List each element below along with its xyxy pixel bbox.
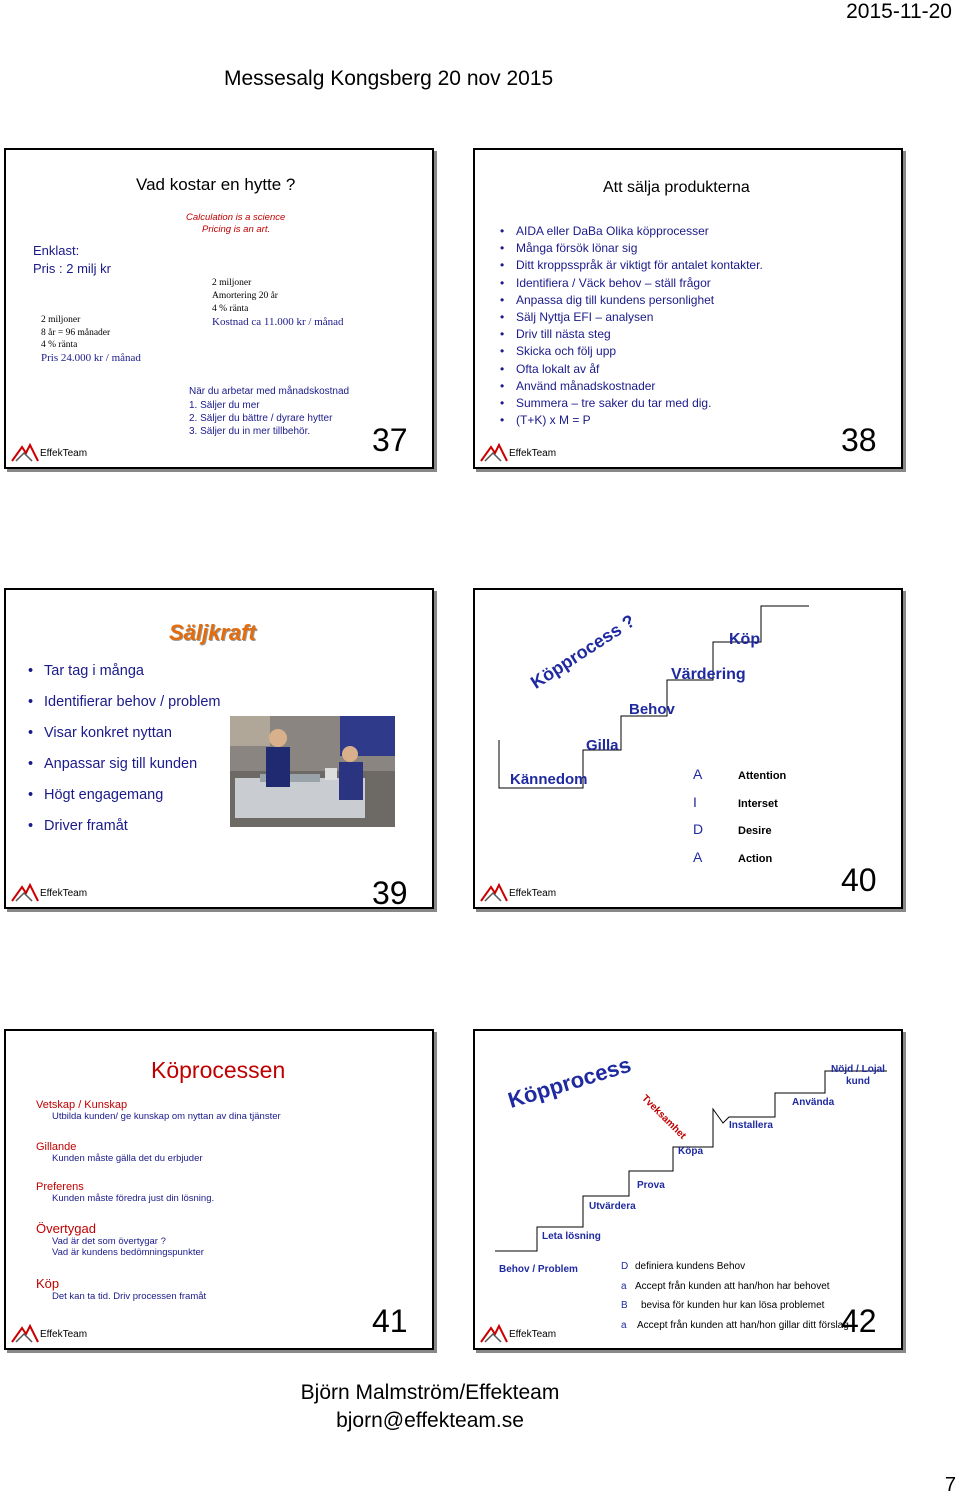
aida-row xyxy=(693,817,786,845)
bullet-item: • Visar konkret nyttan xyxy=(26,718,221,749)
benefit-item: 1. Säljer du mer xyxy=(189,400,260,411)
slide-38 xyxy=(473,148,903,469)
staircase-diagram xyxy=(475,590,901,907)
dada-text: Accept från kunden att han/hon har behovet xyxy=(635,1280,830,1292)
bullet-item: • Högt engagemang xyxy=(26,780,221,811)
bullet-item: • Identifiera / Väck behov – ställ frågor xyxy=(498,275,763,292)
dada-letter: B xyxy=(621,1300,628,1311)
bullet-item: • Anpassar sig till kunden xyxy=(26,749,221,780)
logo-text: EffekTeam xyxy=(509,1329,557,1340)
process-desc: Det kan ta tid. Driv processen framåt xyxy=(52,1291,207,1302)
logo-mark-icon xyxy=(479,441,509,463)
step-label: Leta lösning xyxy=(542,1231,601,1242)
effekteam-logo xyxy=(10,441,90,463)
slide-42 xyxy=(473,1029,903,1350)
step-label: Kännedom xyxy=(510,771,588,788)
logo-mark-icon xyxy=(479,881,509,903)
step-label: Köpa xyxy=(678,1146,703,1157)
option-a-line: 2 miljoner xyxy=(41,315,81,325)
option-a xyxy=(41,314,141,364)
aida-word: Action xyxy=(738,852,773,865)
slide-title: Köprocessen xyxy=(151,1057,286,1083)
slide-number: 40 xyxy=(841,862,877,898)
step-label: Tveksamhet xyxy=(639,1093,688,1142)
logo-text: EffekTeam xyxy=(509,888,557,899)
effekteam-logo xyxy=(479,881,559,903)
step-label: Behov / Problem xyxy=(499,1264,578,1275)
bullet-item: • Tar tag i många xyxy=(26,656,221,687)
logo-text: EffekTeam xyxy=(509,448,557,459)
dada-letter: a xyxy=(621,1280,627,1292)
bullet-item: • Summera – tre saker du tar med dig. xyxy=(498,395,763,412)
aida-word: Attention xyxy=(738,770,787,782)
process-item xyxy=(36,1221,396,1276)
science-quote xyxy=(186,212,285,236)
process-desc: Utbilda kunden/ ge kunskap om nyttan av dina tjänster xyxy=(52,1111,281,1122)
dada-row xyxy=(621,1257,849,1277)
aida-letter: A xyxy=(693,848,703,865)
step-label: Värdering xyxy=(671,666,746,683)
slide-37 xyxy=(4,148,434,469)
bullet-item: • Ofta lokalt av åf xyxy=(498,361,763,378)
dada-letter: a xyxy=(621,1319,627,1331)
page-number: 7 xyxy=(944,1474,956,1496)
bullet-item: • Anpassa dig till kundens personlighet xyxy=(498,292,763,309)
science-quote-line: Calculation is a science xyxy=(186,212,286,223)
effekteam-logo xyxy=(10,1322,90,1344)
step-label: Använda xyxy=(792,1097,835,1108)
dada-row xyxy=(621,1316,849,1336)
slide-number: 37 xyxy=(372,422,408,458)
effekteam-logo xyxy=(10,881,90,903)
science-quote-line: Pricing is an art. xyxy=(202,224,271,235)
slide-39 xyxy=(4,588,434,909)
option-b-line: Kostnad ca 11.000 kr / månad xyxy=(212,316,344,328)
bullet-item: • Använd månadskostnader xyxy=(498,378,763,395)
author-email[interactable]: bjorn@effekteam.se xyxy=(336,1409,524,1432)
aida-letter: A xyxy=(693,766,703,782)
step-label: Behov xyxy=(629,701,675,718)
process-heading: Köp xyxy=(36,1276,60,1291)
bullet-item: • Identifierar behov / problem xyxy=(26,687,221,718)
option-b xyxy=(212,277,344,329)
slide-number: 38 xyxy=(841,422,877,458)
header-title: Messesalg Kongsberg 20 nov 2015 xyxy=(224,67,554,90)
process-heading: Övertygad xyxy=(36,1221,96,1236)
dada-text: Accept från kunden att han/hon gillar ditt förslag xyxy=(637,1319,849,1331)
price-label-line: Enklast: xyxy=(33,243,80,258)
header-date: 2015-11-20 xyxy=(846,0,952,23)
benefit-list xyxy=(189,399,332,438)
step-label: Köp xyxy=(729,631,761,648)
dada-row xyxy=(621,1296,849,1316)
dada-row xyxy=(621,1277,849,1297)
process-item xyxy=(36,1181,396,1221)
bullet-item: • Ditt kroppsspråk är viktigt för antalet kontakter. xyxy=(498,257,763,274)
slide-number: 39 xyxy=(372,875,408,909)
price-label-line: Pris : 2 milj kr xyxy=(33,261,111,276)
step-label: Gilla xyxy=(586,737,619,754)
step-label: Installera xyxy=(729,1120,773,1131)
bullet-item: • AIDA eller DaBa Olika köpprocesser xyxy=(498,223,763,240)
option-b-line: 2 miljoner xyxy=(212,278,252,288)
process-item xyxy=(36,1141,396,1181)
dada-text: bevisa för kunden hur kan lösa problemet xyxy=(641,1300,825,1311)
author-name: Björn Malmström/Effekteam xyxy=(300,1381,560,1404)
bullet-item: • Sälj Nyttja EFI – analysen xyxy=(498,309,763,326)
step-label: Prova xyxy=(637,1180,665,1191)
bullet-item: • (T+K) x M = P xyxy=(498,412,763,429)
process-heading: Preferens xyxy=(36,1181,84,1193)
diagram-title: Köpprocess ? xyxy=(527,610,639,693)
slide-number: 41 xyxy=(372,1303,408,1339)
logo-mark-icon xyxy=(10,881,40,903)
slide-title: Att sälja produkterna xyxy=(603,179,750,196)
process-heading: Gillande xyxy=(36,1141,77,1153)
process-list xyxy=(36,1099,396,1302)
aida-row xyxy=(693,790,786,818)
slide-number: 42 xyxy=(841,1303,877,1339)
option-a-line: Pris 24.000 kr / månad xyxy=(41,351,141,364)
benefit-item: 2. Säljer du bättre / dyrare hytter xyxy=(189,413,333,424)
step-label: Utvärdera xyxy=(589,1201,636,1212)
price-label xyxy=(33,242,111,278)
option-b-line: 4 % ränta xyxy=(212,304,249,314)
process-item xyxy=(36,1276,396,1302)
slide-title: Säljkraft xyxy=(169,620,256,645)
slide-41 xyxy=(4,1029,434,1350)
aida-letter: I xyxy=(693,793,697,810)
process-desc: Kunden måste föredra just din lösning. xyxy=(52,1193,215,1204)
logo-text: EffekTeam xyxy=(40,448,88,459)
logo-mark-icon xyxy=(479,1322,509,1344)
dada-text: definiera kundens Behov xyxy=(635,1261,746,1272)
diagram-title: Köpprocess xyxy=(505,1051,634,1113)
slide-title: Vad kostar en hytte ? xyxy=(136,175,296,194)
selling-bullets xyxy=(498,223,763,429)
monthly-cost-heading: När du arbetar med månadskostnad xyxy=(189,386,350,397)
logo-text: EffekTeam xyxy=(40,1329,88,1340)
process-desc: Vad är kundens bedömningspunkter xyxy=(52,1247,204,1258)
aida-row xyxy=(693,845,786,873)
aida-word: Interset xyxy=(738,797,778,810)
step-label: Nöjd / Lojal kund xyxy=(831,1064,885,1087)
option-b-line: Amortering 20 år xyxy=(212,291,278,301)
bullet-item: • Skicka och följ upp xyxy=(498,343,763,360)
bullet-item: • Driver framåt xyxy=(26,811,221,842)
bullet-item: • Många försök lönar sig xyxy=(498,240,763,257)
process-desc: Kunden måste gälla det du erbjuder xyxy=(52,1153,203,1164)
exhibition-photo xyxy=(230,716,395,827)
effekteam-logo xyxy=(479,1322,559,1344)
logo-text: EffekTeam xyxy=(40,888,88,899)
process-item xyxy=(36,1099,396,1141)
slide-40 xyxy=(473,588,903,909)
process-desc: Vad är det som övertygar ? xyxy=(52,1236,166,1247)
aida-letter: D xyxy=(693,821,704,837)
dada-letter: D xyxy=(621,1261,629,1272)
aida-word: Desire xyxy=(738,825,772,837)
aida-list xyxy=(693,762,786,872)
dada-list xyxy=(621,1257,849,1335)
salesforce-bullets xyxy=(26,656,221,842)
logo-mark-icon xyxy=(10,1322,40,1344)
benefit-item: 3. Säljer du in mer tillbehör. xyxy=(189,426,311,437)
effekteam-logo xyxy=(479,441,559,463)
option-a-line: 4 % ränta xyxy=(41,340,78,350)
logo-mark-icon xyxy=(10,441,40,463)
process-heading: Vetskap / Kunskap xyxy=(36,1099,128,1111)
bullet-item: • Driv till nästa steg xyxy=(498,326,763,343)
option-a-line: 8 år = 96 månader xyxy=(41,327,111,338)
aida-row xyxy=(693,762,786,790)
